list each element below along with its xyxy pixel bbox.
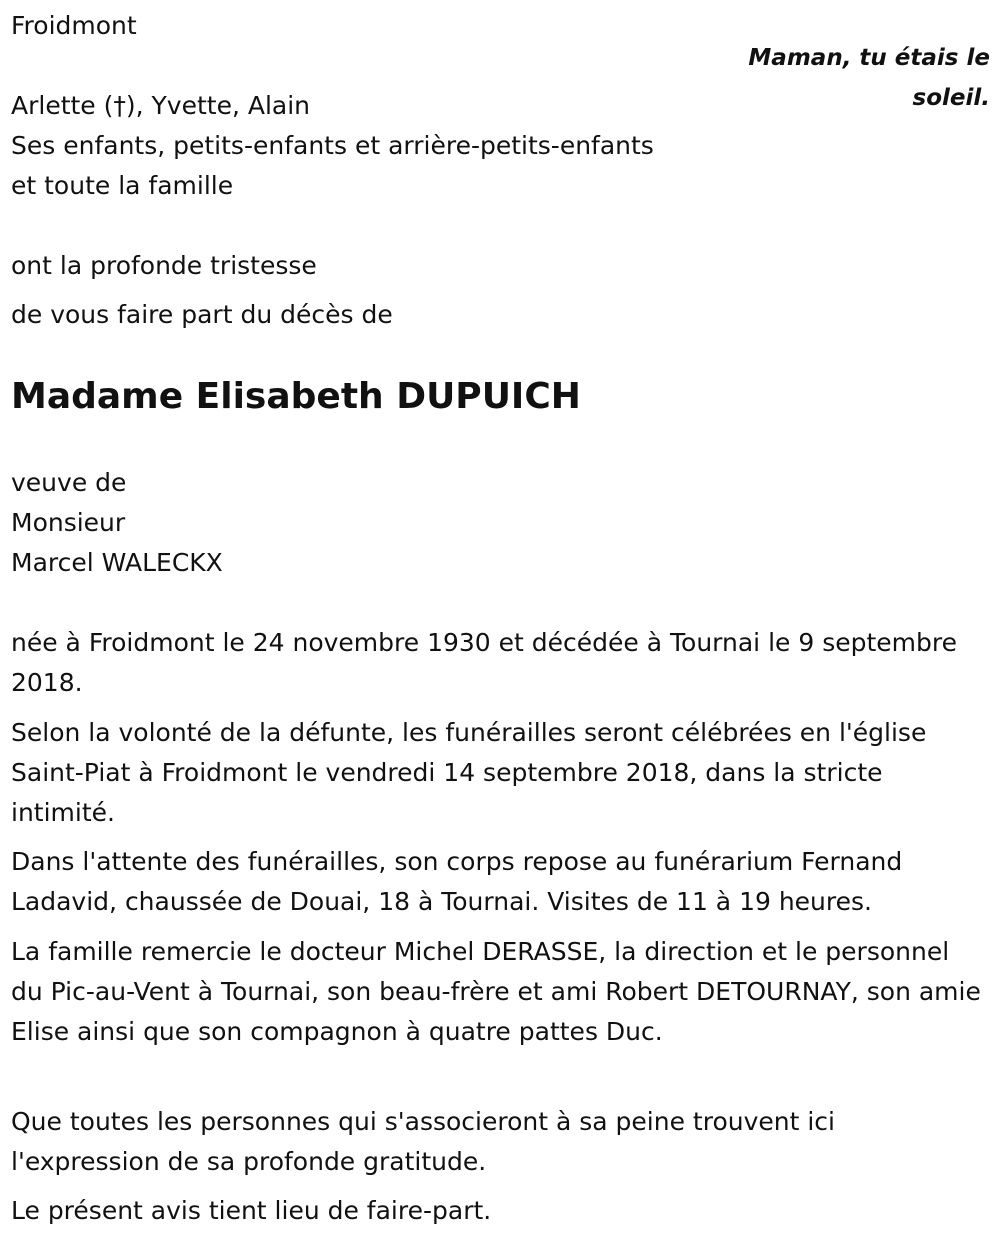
place-heading: Froidmont — [11, 11, 137, 40]
announcement-death: de vous faire part du décès de — [11, 300, 393, 329]
family-descendants: Ses enfants, petits-enfants et arrière-petits-enfants — [11, 131, 654, 160]
funeral-paragraph: Selon la volonté de la défunte, les funérailles seront célébrées en l'église Saint-Piat à Froidmont le vendredi 14 septembre 2018, dans la stricte intimité. — [11, 718, 927, 827]
widow-of: veuve de — [11, 468, 127, 497]
gratitude-paragraph: Que toutes les personnes qui s'associeront à sa peine trouvent ici l'expression de sa profonde gratitude. — [11, 1107, 835, 1176]
deceased-name: Madame Elisabeth DUPUICH — [11, 376, 581, 417]
thanks-paragraph: La famille remercie le docteur Michel DERASSE, la direction et le personnel du Pic-au-Vent à Tournai, son beau-frère et ami Robert DETOURNAY, son amie Elise ainsi que son compagnon à quatre pattes Duc. — [11, 937, 981, 1046]
widow-title: Monsieur — [11, 508, 126, 537]
family-all: et toute la famille — [11, 171, 234, 200]
epitaph-quote: Maman, tu étais le soleil. — [748, 45, 990, 111]
announcement-sorrow: ont la profonde tristesse — [11, 251, 317, 280]
family-names: Arlette (†), Yvette, Alain — [11, 91, 311, 120]
birth-death-paragraph: née à Froidmont le 24 novembre 1930 et décédée à Tournai le 9 septembre 2018. — [11, 628, 957, 697]
visitation-paragraph: Dans l'attente des funérailles, son corps repose au funérarium Fernand Ladavid, chaussée de Douai, 18 à Tournai. Visites de 11 à 19 heures. — [11, 847, 903, 916]
notice-paragraph: Le présent avis tient lieu de faire-part. — [11, 1196, 492, 1225]
widow-husband-name: Marcel WALECKX — [11, 548, 223, 577]
